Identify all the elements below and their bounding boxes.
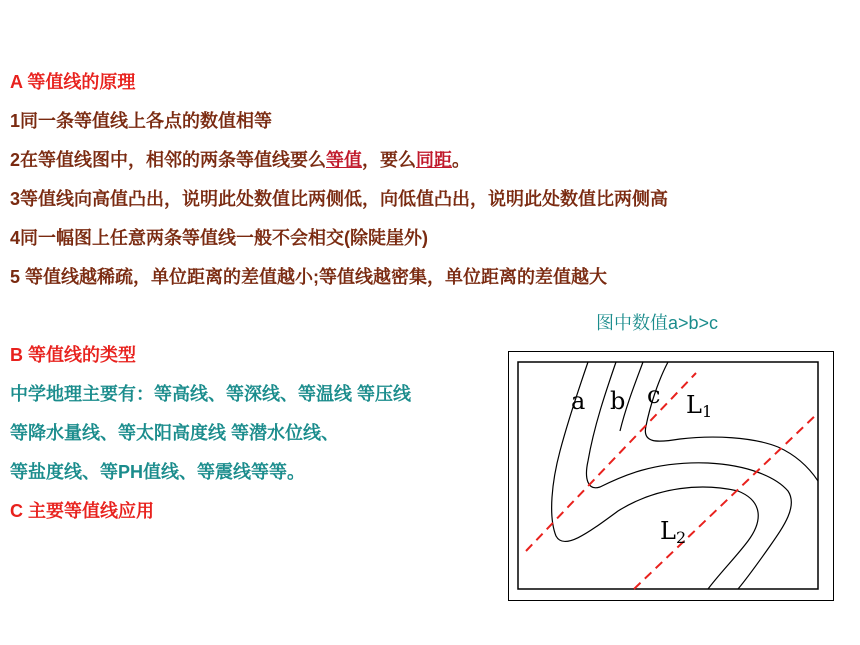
outer-frame xyxy=(509,352,834,601)
principle-1: 1同一条等值线上各点的数值相等 xyxy=(10,111,273,131)
label-b: b xyxy=(610,387,626,415)
principle-2-text: 2在等值线图中，相邻的两条等值线要么 xyxy=(10,150,327,170)
figure-caption: 图中数值a>b>c xyxy=(596,313,719,333)
principle-2-end: 。 xyxy=(452,150,471,170)
principle-5: 5 等值线越稀疏，单位距离的差值越小;等值线越密集，单位距离的差值越大 xyxy=(10,267,608,287)
contour-diagram xyxy=(508,351,834,601)
types-line-3: 等盐度线、等PH值线、等震线等等。 xyxy=(10,462,306,482)
types-line-2: 等降水量线、等太阳高度线 等潜水位线、 xyxy=(10,423,339,443)
section-c-heading: C 主要等值线应用 xyxy=(10,501,154,521)
label-c: c xyxy=(647,381,661,409)
principle-2-mid: ，要么 xyxy=(362,150,417,170)
section-a-heading: A 等值线的原理 xyxy=(10,72,136,92)
principle-4: 4同一幅图上任意两条等值线一般不会相交(除陡崖外) xyxy=(10,228,428,248)
section-b-heading: B 等值线的类型 xyxy=(10,345,136,365)
label-l2: L2 xyxy=(660,517,687,547)
principle-2 xyxy=(10,146,470,172)
types-line-1: 中学地理主要有：等高线、等深线、等温线 等压线 xyxy=(10,384,411,404)
label-l1: L1 xyxy=(686,391,713,421)
underlined-equal-distance: 同距 xyxy=(416,150,453,170)
principle-3: 3等值线向高值凸出，说明此处数值比两侧低，向低值凸出，说明此处数值比两侧高 xyxy=(10,189,669,209)
label-a: a xyxy=(571,387,586,415)
underlined-equal-value: 等值 xyxy=(326,150,363,170)
